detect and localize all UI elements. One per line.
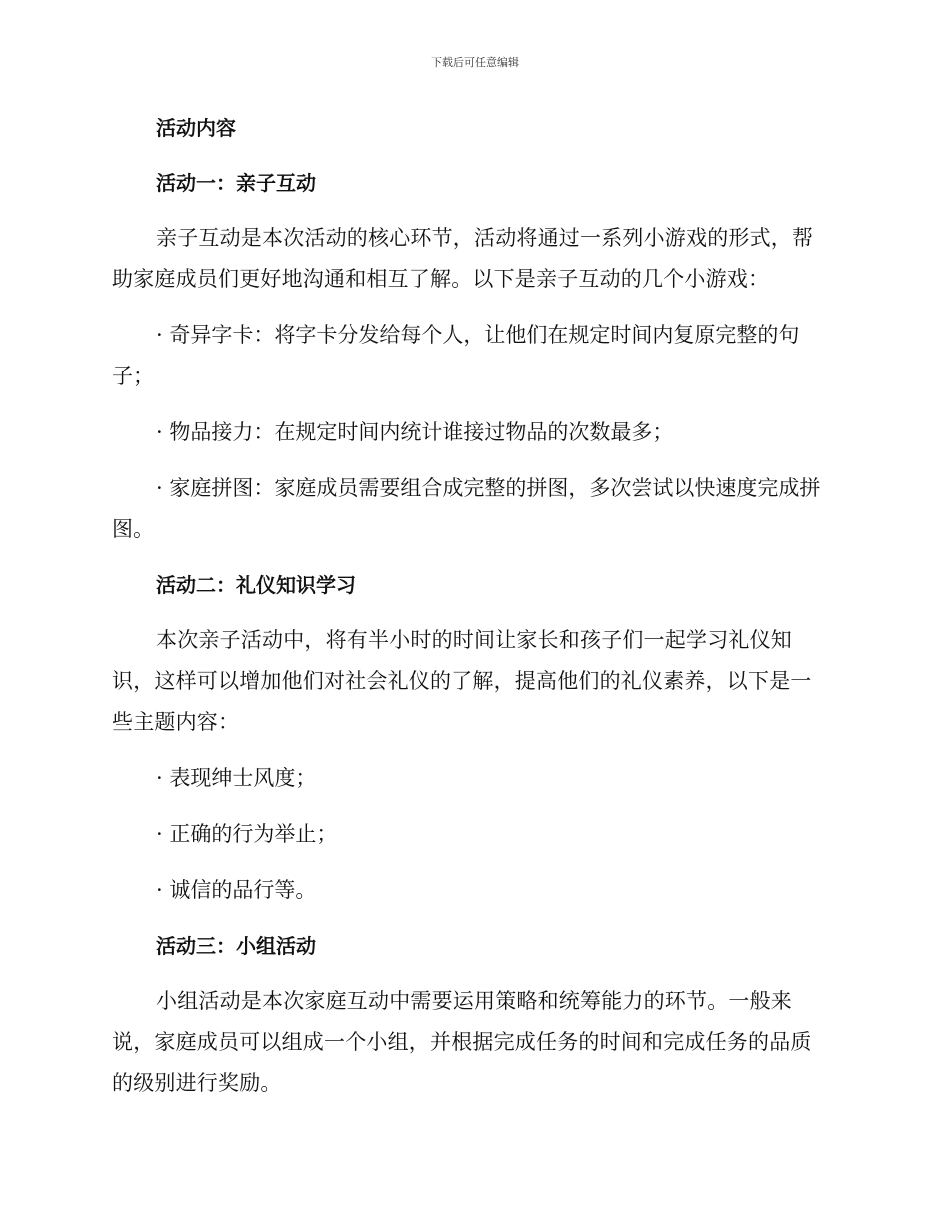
activity1-item-2: · 物品接力：在规定时间内统计谁接过物品的次数最多； bbox=[156, 420, 674, 444]
activity3-intro: 小组活动是本次家庭互动中需要运用策略和统筹能力的环节。一般来说，家庭成员可以组成一个小组，并根据完成任务的时间和完成任务的品质的级别进行奖励。 bbox=[112, 989, 812, 1095]
activity2-item-1: · 表现绅士风度； bbox=[156, 766, 317, 790]
activity2-item-3: · 诚信的品行等。 bbox=[156, 878, 317, 902]
activity2-item-2: · 正确的行为举止； bbox=[156, 822, 338, 846]
activity1-item-3: · 家庭拼图：家庭成员需要组合成完整的拼图，多次尝试以快速度完成拼图。 bbox=[112, 476, 821, 541]
section-title: 活动内容 bbox=[156, 116, 236, 140]
activity1-intro: 亲子互动是本次活动的核心环节，活动将通过一系列小游戏的形式，帮助家庭成员们更好地沟通和相互了解。以下是亲子互动的几个小游戏： bbox=[112, 226, 814, 291]
document-body bbox=[112, 108, 832, 1119]
page-header: 下载后可任意编辑 bbox=[431, 56, 519, 69]
activity1-heading: 活动一：亲子互动 bbox=[156, 171, 316, 195]
activity2-heading: 活动二：礼仪知识学习 bbox=[156, 573, 356, 597]
activity3-heading: 活动三：小组活动 bbox=[156, 934, 316, 958]
activity1-item-1: · 奇异字卡：将字卡分发给每个人，让他们在规定时间内复原完整的句子； bbox=[112, 323, 800, 388]
activity2-intro: 本次亲子活动中，将有半小时的时间让家长和孩子们一起学习礼仪知识，这样可以增加他们对社会礼仪的了解，提高他们的礼仪素养，以下是一些主题内容： bbox=[112, 628, 812, 734]
